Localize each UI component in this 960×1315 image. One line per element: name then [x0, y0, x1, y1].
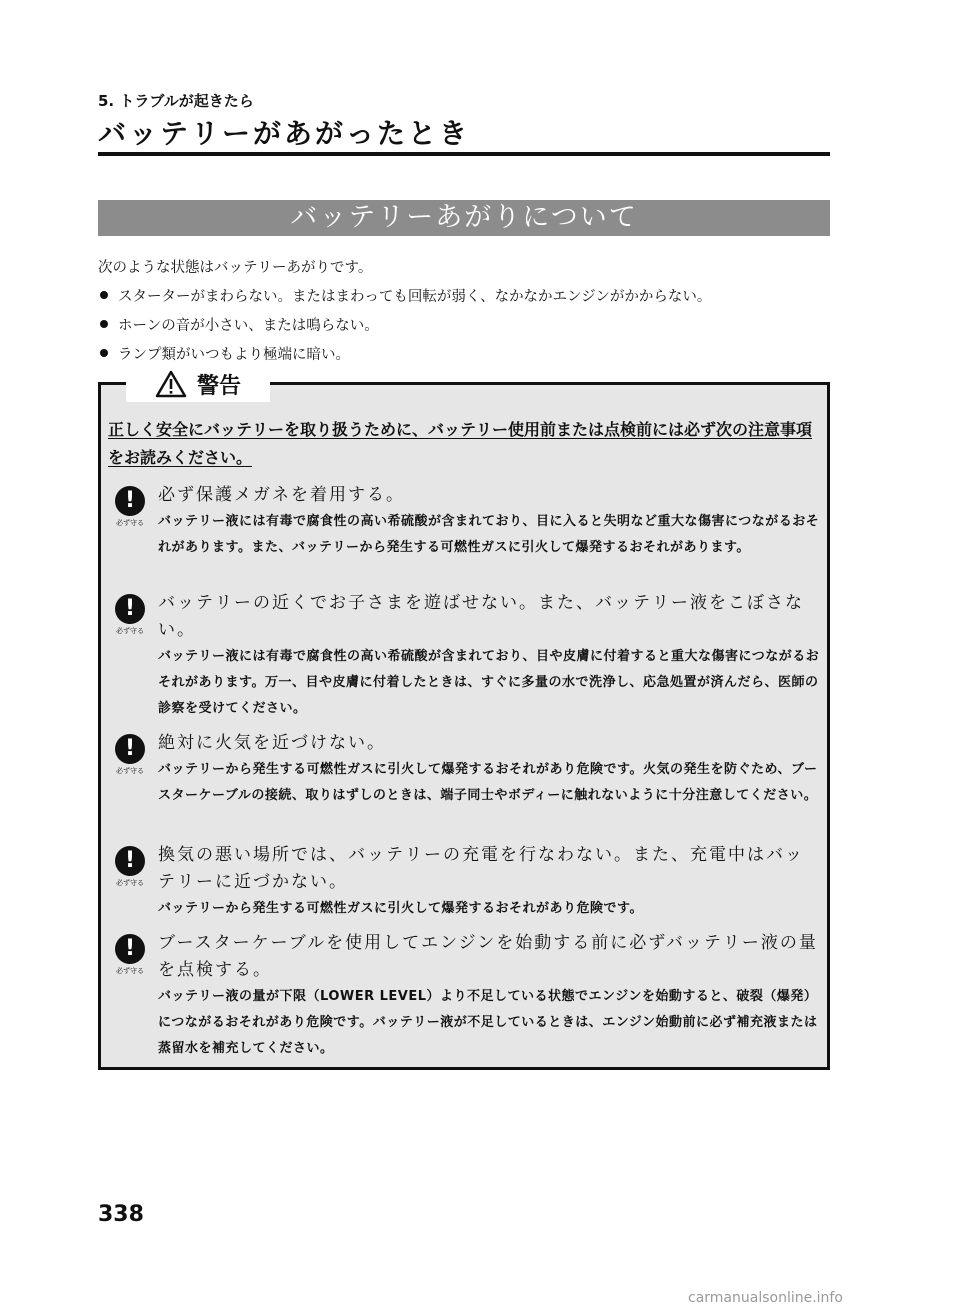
warning-header [126, 366, 270, 402]
intro-section [98, 256, 830, 372]
bullet-icon [100, 291, 108, 299]
warning-item-detail: バッテリー液には有毒で腐食性の高い希硫酸が含まれており、目や皮膚に付着すると重大な傷害につながるおそれがあります。万一、目や皮膚に付着したときは、すぐに多量の水で洗浄し、応急処置が済んだら、医師の診察を受けてください。 [158, 649, 820, 716]
warning-item [106, 930, 822, 1062]
warning-item-heading: 絶対に火気を近づけない。 [158, 733, 386, 753]
mandatory-icon: ! 必ず守る [108, 486, 152, 528]
warning-item-heading: 必ず保護メガネを着用する。 [158, 485, 405, 505]
mandatory-icon-caption: 必ず守る [116, 519, 144, 527]
warning-item [106, 842, 822, 922]
warning-item [106, 590, 822, 722]
warning-item [106, 730, 822, 809]
page-number: 338 [98, 1202, 144, 1227]
mandatory-icon-caption: 必ず守る [116, 767, 144, 775]
warning-item-detail: バッテリー液の量が下限（LOWER LEVEL）より不足している状態でエンジンを始動すると、破裂（爆発）につながるおそれがあり危険です。バッテリー液が不足しているときは、エンジン始動前に必ず補充液または蒸留水を補充してください。 [158, 989, 818, 1056]
warning-item-detail: バッテリー液には有毒で腐食性の高い希硫酸が含まれており、目に入ると失明など重大な傷害につながるおそれがあります。また、バッテリーから発生する可燃性ガスに引火して爆発するおそれがあります。 [158, 514, 820, 555]
warning-lead-text: 正しく安全にバッテリーを取り扱うために、バッテリー使用前または点検前には必ず次の注意事項をお読みください。 [108, 420, 813, 467]
list-item-text: スターターがまわらない。またはまわっても回転が弱く、なかなかエンジンがかからない。 [118, 289, 712, 305]
bullet-icon [100, 320, 108, 328]
mandatory-icon: ! 必ず守る [108, 934, 152, 976]
mandatory-icon: ! 必ず守る [108, 594, 152, 636]
title-rule [98, 152, 830, 156]
list-item-text: ホーンの音が小さい、または鳴らない。 [118, 318, 379, 334]
list-item [98, 285, 830, 306]
mandatory-icon-caption: 必ず守る [116, 627, 144, 635]
intro-text: 次のような状態はバッテリーあがりです。 [98, 260, 373, 276]
subheading-bar: バッテリーあがりについて [98, 200, 830, 236]
mandatory-icon-caption: 必ず守る [116, 967, 144, 975]
mandatory-icon: ! 必ず守る [108, 846, 152, 888]
symptom-list [98, 285, 830, 364]
list-item-text: ランプ類がいつもより極端に暗い。 [118, 347, 350, 363]
warning-item-heading: ブースターケーブルを使用してエンジンを始動する前に必ずバッテリー液の量を点検する。 [158, 933, 818, 980]
list-item [98, 314, 830, 335]
mandatory-icon-caption: 必ず守る [116, 879, 144, 887]
page-title: バッテリーがあがったとき [98, 117, 471, 150]
warning-item-heading: バッテリーの近くでお子さまを遊ばせない。また、バッテリー液をこぼさない。 [158, 593, 804, 640]
bullet-icon [100, 349, 108, 357]
watermark: carmanualsonline.info [688, 1290, 843, 1306]
warning-item-heading: 換気の悪い場所では、バッテリーの充電を行なわない。また、充電中はバッテリーに近づかない。 [158, 845, 804, 892]
mandatory-icon: ! 必ず守る [108, 734, 152, 776]
warning-triangle-icon [155, 370, 187, 398]
warning-lead [108, 416, 820, 472]
warning-item [106, 482, 822, 561]
warning-title: 警告 [196, 373, 241, 399]
warning-item-detail: バッテリーから発生する可燃性ガスに引火して爆発するおそれがあり危険です。 [158, 901, 643, 916]
warning-item-detail: バッテリーから発生する可燃性ガスに引火して爆発するおそれがあり危険です。火気の発生を防ぐため、ブースターケーブルの接続、取りはずしのときは、端子同士やボディーに触れないように十分注意してください。 [158, 762, 818, 803]
section-label: 5. トラブルが起きたら [98, 92, 254, 110]
list-item [98, 343, 830, 364]
